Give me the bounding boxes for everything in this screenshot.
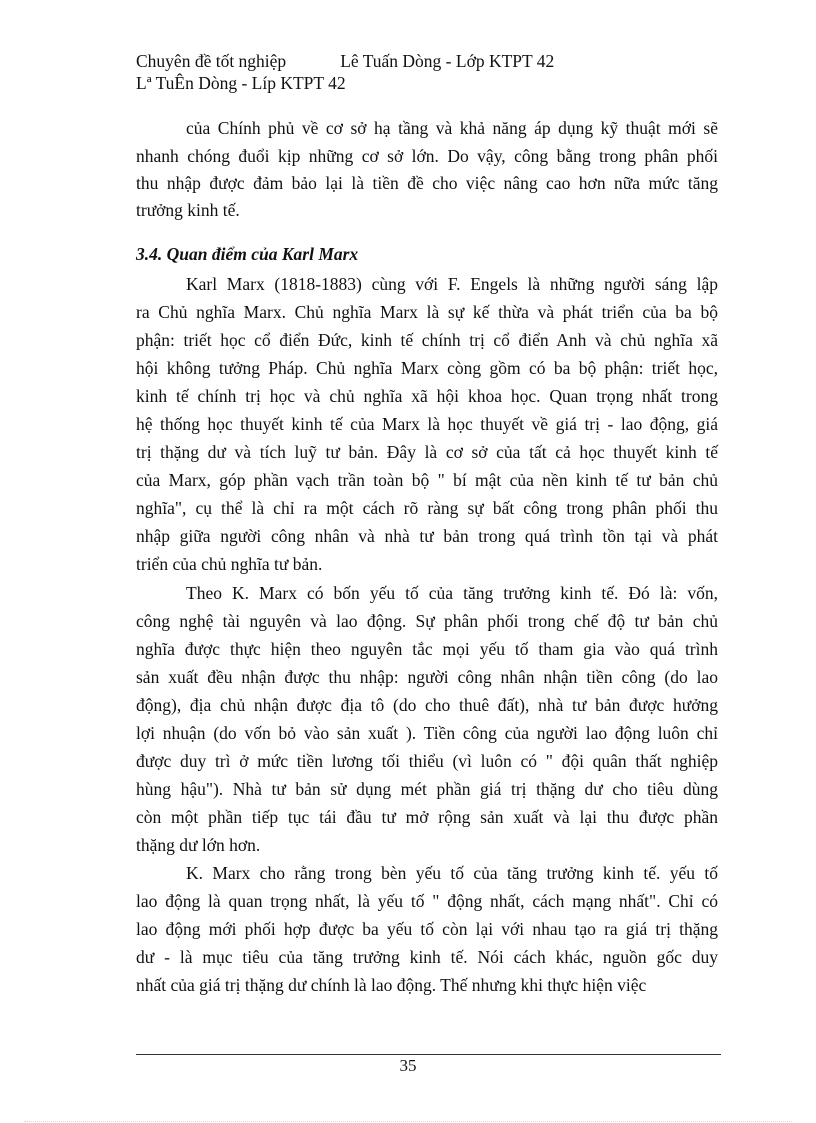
text-line: còn một phần tiếp tục tái đầu tư mở rộng sản xuất và lại thu được phần xyxy=(136,807,718,827)
text-line: được duy trì ở mức tiền lương tối thiểu (vì luôn có " đội quân thất nghiệp xyxy=(136,751,718,771)
running-header xyxy=(136,50,554,94)
text-line: triển của chủ nghĩa tư bản. xyxy=(136,554,323,574)
text-line: Theo K. Marx có bốn yếu tố của tăng trưởng kinh tế. Đó là: vốn, xyxy=(186,583,718,603)
page-bottom-edge xyxy=(24,1121,792,1122)
text-line: dư - là mục tiêu của tăng trưởng kinh tế. Nói cách khác, nguồn gốc duy xyxy=(136,947,718,967)
text-line: trị thặng dư và tích luỹ tư bản. Đây là cơ sở của tất cả học thuyết kinh tế xyxy=(136,442,718,462)
text-line: của Marx, góp phần vạch trần toàn bộ " bí mật của nền kinh tế tư bản chủ xyxy=(136,470,718,490)
text-line: hội không tưởng Pháp. Chủ nghĩa Marx còng gồm có ba bộ phận: triết học, xyxy=(136,358,718,378)
text-line: K. Marx cho rằng trong bèn yếu tố của tăng trưởng kinh tế. yếu tố xyxy=(186,863,718,883)
text-line: lao động là quan trọng nhất, là yếu tố " động nhất, cách mạng nhất". Chỉ có xyxy=(136,891,718,911)
text-line: thu nhập được đảm bảo lại là tiền đề cho việc nâng cao hơn nữa mức tăng xyxy=(136,173,718,193)
header-document-title: Chuyên đề tốt nghiệp xyxy=(136,51,287,71)
section-heading: 3.4. Quan điểm của Karl Marx xyxy=(136,244,359,264)
text-line: lao động mới phối hợp được ba yếu tố còn lại với nhau tạo ra giá trị thặng xyxy=(136,919,718,939)
text-line: kinh tế chính trị học và chủ nghĩa xã hội khoa học. Quan trọng nhất trong xyxy=(136,386,718,406)
header-author-class: Lê Tuấn Dòng - Lớp KTPT 42 xyxy=(340,51,555,71)
text-line: nhanh chóng đuổi kịp những cơ sở lớn. Do vậy, công bằng trong phân phối xyxy=(136,146,718,166)
text-line: thặng dư lớn hơn. xyxy=(136,835,261,855)
text-line: nhập giữa người công nhân và nhà tư bản trong quá trình tồn tại và phát xyxy=(136,526,718,546)
text-line: hùng hậu"). Nhà tư bản sử dụng mét phần giá trị thặng dư cho tiêu dùng xyxy=(136,779,718,799)
text-line: động), địa chủ nhận được địa tô (do cho thuê đất), nhà tư bản được hưởng xyxy=(136,695,718,715)
text-line: của Chính phủ về cơ sở hạ tầng và khả năng áp dụng kỹ thuật mới sẽ xyxy=(186,118,718,138)
text-line: nhất của giá trị thặng dư chính là lao động. Thế nhưng khi thực hiện việc xyxy=(136,975,647,995)
text-line: ra Chủ nghĩa Marx. Chủ nghĩa Marx là sự kế thừa và phát triển của ba bộ xyxy=(136,302,718,322)
text-line: sản xuất đều nhận được thu nhập: người công nhân nhận tiền công (do lao xyxy=(136,667,718,687)
text-line: nghĩa được thực hiện theo nguyên tắc mọi yếu tố tham gia vào quá trình xyxy=(136,639,718,659)
page-number: 35 xyxy=(399,1056,417,1075)
text-line: phận: triết học cổ điển Đức, kinh tế chính trị cổ điển Anh và chủ nghĩa xã xyxy=(136,330,718,350)
text-line: nghĩa", cụ thể là chỉ ra một cách rõ ràng sự bất công trong phân phối thu xyxy=(136,498,718,518)
text-line: công nghệ tài nguyên và lao động. Sự phân phối trong chế độ tư bản chủ xyxy=(136,611,718,631)
text-line: Karl Marx (1818-1883) cùng với F. Engels là những người sáng lập xyxy=(186,274,718,294)
text-line: lợi nhuận (do vốn bỏ vào sản xuất ). Tiền công của người lao động luôn chỉ xyxy=(136,723,718,743)
text-line: hệ thống học thuyết kinh tế của Marx là học thuyết về giá trị - lao động, giá xyxy=(136,414,718,434)
header-row xyxy=(136,50,554,72)
footer-divider xyxy=(136,1054,721,1055)
text-line: trưởng kinh tế. xyxy=(136,200,240,220)
header-garbled-author-class: Lª TuÊn Dòng - Líp KTPT 42 xyxy=(136,73,346,93)
